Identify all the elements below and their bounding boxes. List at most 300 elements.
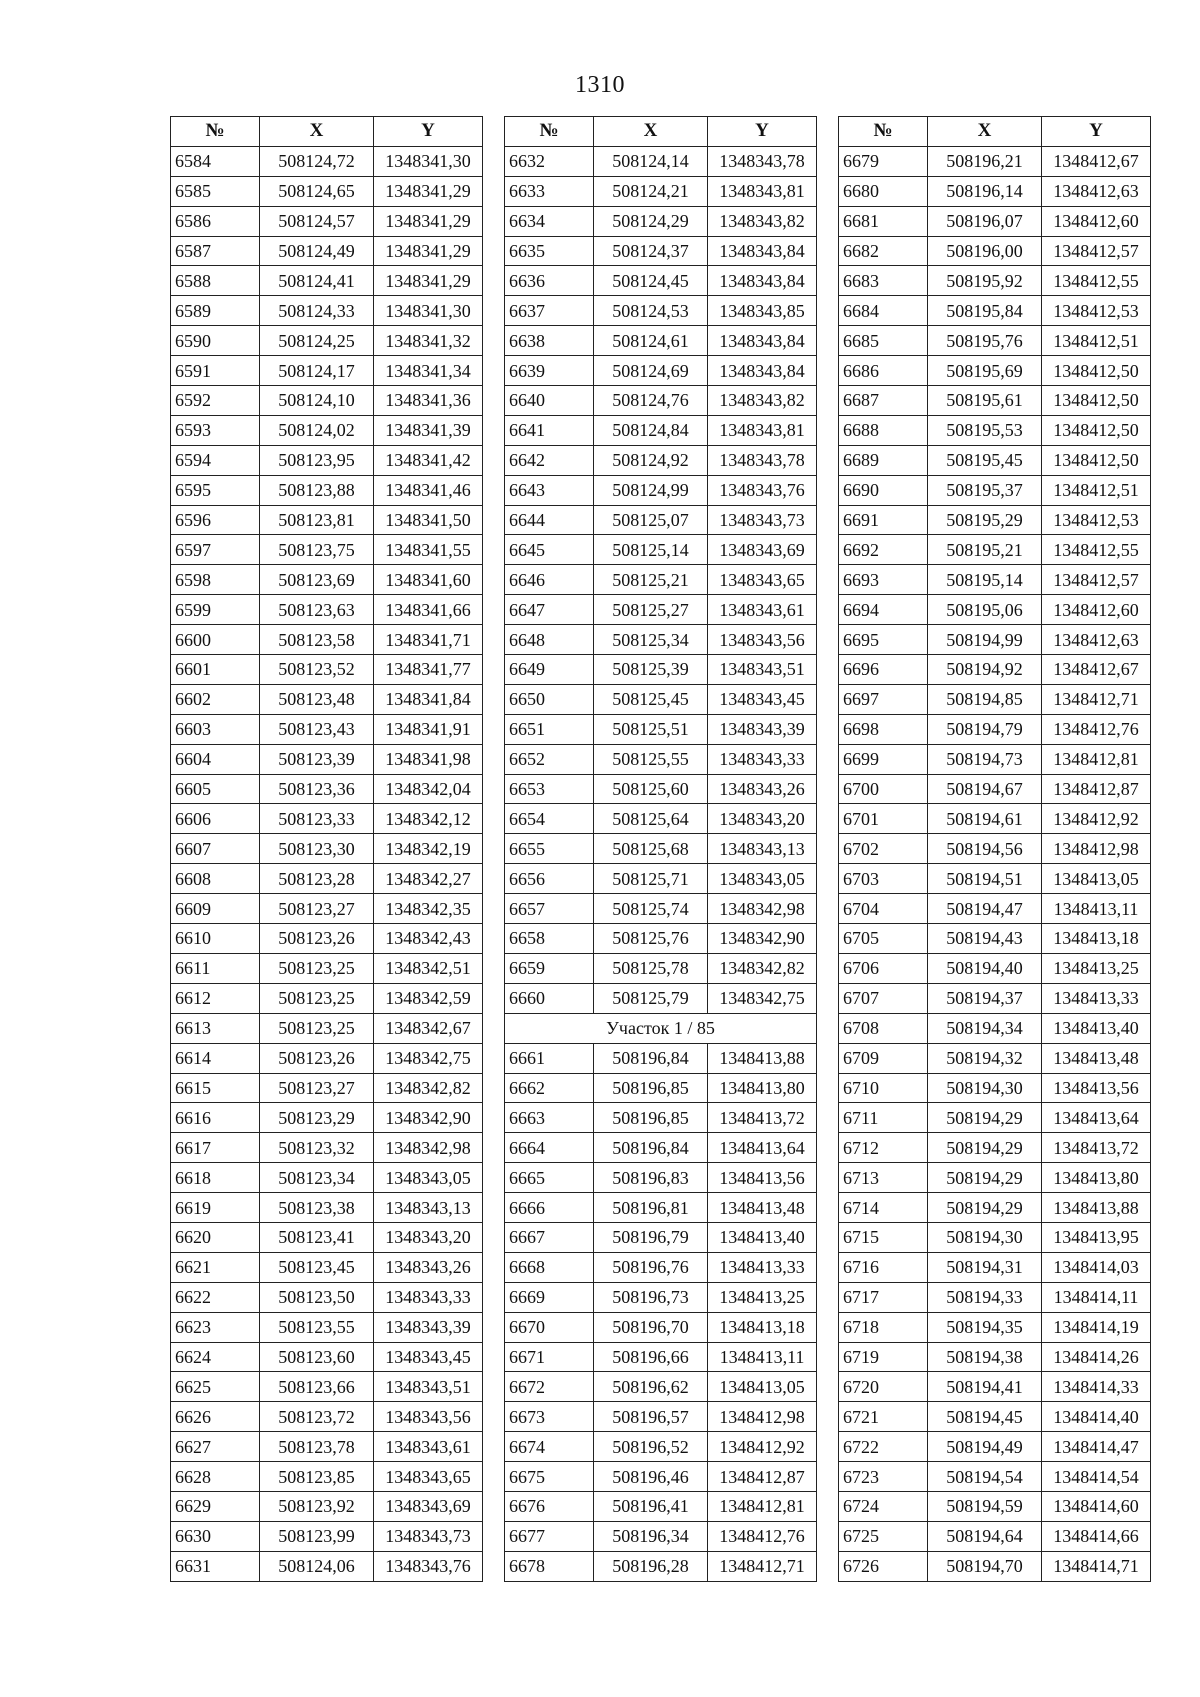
x-coordinate-cell: 508194,45 xyxy=(928,1402,1042,1432)
x-coordinate-cell: 508194,92 xyxy=(928,655,1042,685)
y-coordinate-cell: 1348343,05 xyxy=(374,1163,483,1193)
y-coordinate-cell: 1348341,34 xyxy=(374,356,483,386)
point-number-cell: 6674 xyxy=(505,1432,594,1462)
x-coordinate-cell: 508194,29 xyxy=(928,1103,1042,1133)
table-row xyxy=(839,565,1151,595)
y-coordinate-cell: 1348413,05 xyxy=(708,1372,817,1402)
y-coordinate-cell: 1348412,50 xyxy=(1042,445,1151,475)
table-row xyxy=(505,176,817,206)
table-row xyxy=(839,1163,1151,1193)
table-row xyxy=(171,146,483,176)
table-row xyxy=(171,236,483,266)
table-row xyxy=(171,505,483,535)
table-row xyxy=(839,655,1151,685)
y-coordinate-cell: 1348343,51 xyxy=(374,1372,483,1402)
point-number-cell: 6720 xyxy=(839,1372,928,1402)
table-row xyxy=(171,1551,483,1581)
point-number-cell: 6594 xyxy=(171,445,260,475)
point-number-cell: 6694 xyxy=(839,595,928,625)
x-coordinate-cell: 508125,74 xyxy=(594,894,708,924)
table-row xyxy=(171,1073,483,1103)
table-row xyxy=(505,1312,817,1342)
table-row xyxy=(839,774,1151,804)
point-number-cell: 6587 xyxy=(171,236,260,266)
x-coordinate-cell: 508124,33 xyxy=(260,296,374,326)
y-coordinate-cell: 1348342,75 xyxy=(374,1043,483,1073)
x-coordinate-cell: 508123,28 xyxy=(260,864,374,894)
y-coordinate-cell: 1348343,69 xyxy=(374,1491,483,1521)
x-coordinate-cell: 508196,84 xyxy=(594,1133,708,1163)
table-row xyxy=(839,296,1151,326)
table-row xyxy=(505,356,817,386)
table-row xyxy=(505,206,817,236)
y-coordinate-cell: 1348343,45 xyxy=(374,1342,483,1372)
y-coordinate-cell: 1348412,81 xyxy=(708,1491,817,1521)
x-coordinate-cell: 508195,14 xyxy=(928,565,1042,595)
x-coordinate-cell: 508123,36 xyxy=(260,774,374,804)
table-row xyxy=(171,1402,483,1432)
table-row xyxy=(839,1342,1151,1372)
point-number-cell: 6623 xyxy=(171,1312,260,1342)
y-coordinate-cell: 1348413,64 xyxy=(708,1133,817,1163)
header-number: № xyxy=(839,117,928,147)
x-coordinate-cell: 508196,41 xyxy=(594,1491,708,1521)
y-coordinate-cell: 1348342,82 xyxy=(708,953,817,983)
point-number-cell: 6619 xyxy=(171,1193,260,1223)
y-coordinate-cell: 1348343,39 xyxy=(708,714,817,744)
x-coordinate-cell: 508124,76 xyxy=(594,386,708,416)
table-body xyxy=(839,146,1151,1581)
table-row xyxy=(839,894,1151,924)
y-coordinate-cell: 1348413,72 xyxy=(1042,1133,1151,1163)
table-row xyxy=(839,953,1151,983)
y-coordinate-cell: 1348414,19 xyxy=(1042,1312,1151,1342)
point-number-cell: 6640 xyxy=(505,386,594,416)
y-coordinate-cell: 1348414,71 xyxy=(1042,1551,1151,1581)
table-row xyxy=(505,1163,817,1193)
table-row xyxy=(505,1342,817,1372)
x-coordinate-cell: 508125,21 xyxy=(594,565,708,595)
x-coordinate-cell: 508194,34 xyxy=(928,1013,1042,1043)
y-coordinate-cell: 1348341,32 xyxy=(374,326,483,356)
y-coordinate-cell: 1348341,98 xyxy=(374,744,483,774)
point-number-cell: 6618 xyxy=(171,1163,260,1193)
table-row xyxy=(839,236,1151,266)
y-coordinate-cell: 1348414,66 xyxy=(1042,1521,1151,1551)
table-row xyxy=(839,475,1151,505)
table-header-row xyxy=(171,117,483,147)
y-coordinate-cell: 1348413,88 xyxy=(708,1043,817,1073)
x-coordinate-cell: 508123,43 xyxy=(260,714,374,744)
y-coordinate-cell: 1348343,78 xyxy=(708,146,817,176)
x-coordinate-cell: 508125,07 xyxy=(594,505,708,535)
x-coordinate-cell: 508125,34 xyxy=(594,625,708,655)
y-coordinate-cell: 1348343,13 xyxy=(374,1193,483,1223)
x-coordinate-cell: 508123,63 xyxy=(260,595,374,625)
point-number-cell: 6708 xyxy=(839,1013,928,1043)
x-coordinate-cell: 508125,14 xyxy=(594,535,708,565)
y-coordinate-cell: 1348341,36 xyxy=(374,386,483,416)
point-number-cell: 6656 xyxy=(505,864,594,894)
x-coordinate-cell: 508123,30 xyxy=(260,834,374,864)
x-coordinate-cell: 508195,84 xyxy=(928,296,1042,326)
table-row xyxy=(505,296,817,326)
section-row xyxy=(505,1013,817,1043)
x-coordinate-cell: 508196,73 xyxy=(594,1282,708,1312)
x-coordinate-cell: 508194,33 xyxy=(928,1282,1042,1312)
point-number-cell: 6647 xyxy=(505,595,594,625)
point-number-cell: 6611 xyxy=(171,953,260,983)
x-coordinate-cell: 508194,99 xyxy=(928,625,1042,655)
point-number-cell: 6693 xyxy=(839,565,928,595)
y-coordinate-cell: 1348413,25 xyxy=(1042,953,1151,983)
table-row xyxy=(839,1133,1151,1163)
point-number-cell: 6705 xyxy=(839,924,928,954)
y-coordinate-cell: 1348341,84 xyxy=(374,684,483,714)
x-coordinate-cell: 508123,99 xyxy=(260,1521,374,1551)
x-coordinate-cell: 508123,26 xyxy=(260,1043,374,1073)
table-row xyxy=(171,475,483,505)
table-row xyxy=(505,953,817,983)
table-row xyxy=(505,445,817,475)
point-number-cell: 6713 xyxy=(839,1163,928,1193)
x-coordinate-cell: 508124,17 xyxy=(260,356,374,386)
table-row xyxy=(839,176,1151,206)
y-coordinate-cell: 1348412,92 xyxy=(1042,804,1151,834)
header-number: № xyxy=(505,117,594,147)
x-coordinate-cell: 508196,66 xyxy=(594,1342,708,1372)
y-coordinate-cell: 1348413,40 xyxy=(1042,1013,1151,1043)
x-coordinate-cell: 508123,27 xyxy=(260,1073,374,1103)
point-number-cell: 6688 xyxy=(839,415,928,445)
y-coordinate-cell: 1348414,33 xyxy=(1042,1372,1151,1402)
y-coordinate-cell: 1348341,29 xyxy=(374,236,483,266)
y-coordinate-cell: 1348342,82 xyxy=(374,1073,483,1103)
point-number-cell: 6592 xyxy=(171,386,260,416)
table-row xyxy=(839,1402,1151,1432)
point-number-cell: 6596 xyxy=(171,505,260,535)
table-row xyxy=(839,625,1151,655)
point-number-cell: 6635 xyxy=(505,236,594,266)
point-number-cell: 6607 xyxy=(171,834,260,864)
table-row xyxy=(505,1491,817,1521)
y-coordinate-cell: 1348343,39 xyxy=(374,1312,483,1342)
y-coordinate-cell: 1348413,72 xyxy=(708,1103,817,1133)
x-coordinate-cell: 508194,38 xyxy=(928,1342,1042,1372)
x-coordinate-cell: 508194,79 xyxy=(928,714,1042,744)
y-coordinate-cell: 1348341,50 xyxy=(374,505,483,535)
y-coordinate-cell: 1348343,26 xyxy=(708,774,817,804)
table-row xyxy=(171,1103,483,1133)
x-coordinate-cell: 508196,46 xyxy=(594,1462,708,1492)
table-row xyxy=(839,1491,1151,1521)
table-row xyxy=(171,625,483,655)
x-coordinate-cell: 508125,64 xyxy=(594,804,708,834)
x-coordinate-cell: 508196,70 xyxy=(594,1312,708,1342)
point-number-cell: 6633 xyxy=(505,176,594,206)
table-row xyxy=(505,1193,817,1223)
y-coordinate-cell: 1348412,98 xyxy=(708,1402,817,1432)
y-coordinate-cell: 1348413,56 xyxy=(708,1163,817,1193)
table-row xyxy=(171,386,483,416)
point-number-cell: 6606 xyxy=(171,804,260,834)
table-row xyxy=(839,1432,1151,1462)
y-coordinate-cell: 1348413,64 xyxy=(1042,1103,1151,1133)
x-coordinate-cell: 508124,53 xyxy=(594,296,708,326)
coordinates-table-1 xyxy=(170,116,483,1582)
point-number-cell: 6651 xyxy=(505,714,594,744)
y-coordinate-cell: 1348341,42 xyxy=(374,445,483,475)
x-coordinate-cell: 508194,37 xyxy=(928,983,1042,1013)
point-number-cell: 6589 xyxy=(171,296,260,326)
point-number-cell: 6655 xyxy=(505,834,594,864)
point-number-cell: 6667 xyxy=(505,1222,594,1252)
table-row xyxy=(171,415,483,445)
point-number-cell: 6680 xyxy=(839,176,928,206)
table-row xyxy=(171,206,483,236)
x-coordinate-cell: 508194,67 xyxy=(928,774,1042,804)
x-coordinate-cell: 508195,61 xyxy=(928,386,1042,416)
table-row xyxy=(171,1342,483,1372)
table-row xyxy=(171,1312,483,1342)
y-coordinate-cell: 1348341,29 xyxy=(374,266,483,296)
x-coordinate-cell: 508123,72 xyxy=(260,1402,374,1432)
point-number-cell: 6602 xyxy=(171,684,260,714)
y-coordinate-cell: 1348413,33 xyxy=(1042,983,1151,1013)
y-coordinate-cell: 1348412,76 xyxy=(1042,714,1151,744)
point-number-cell: 6591 xyxy=(171,356,260,386)
x-coordinate-cell: 508123,69 xyxy=(260,565,374,595)
y-coordinate-cell: 1348341,30 xyxy=(374,146,483,176)
y-coordinate-cell: 1348343,82 xyxy=(708,206,817,236)
table-row xyxy=(171,1252,483,1282)
point-number-cell: 6630 xyxy=(171,1521,260,1551)
table-row xyxy=(171,983,483,1013)
point-number-cell: 6626 xyxy=(171,1402,260,1432)
table-row xyxy=(171,1193,483,1223)
point-number-cell: 6716 xyxy=(839,1252,928,1282)
x-coordinate-cell: 508124,41 xyxy=(260,266,374,296)
point-number-cell: 6604 xyxy=(171,744,260,774)
point-number-cell: 6585 xyxy=(171,176,260,206)
x-coordinate-cell: 508195,06 xyxy=(928,595,1042,625)
table-row xyxy=(839,1372,1151,1402)
y-coordinate-cell: 1348413,11 xyxy=(1042,894,1151,924)
point-number-cell: 6627 xyxy=(171,1432,260,1462)
point-number-cell: 6661 xyxy=(505,1043,594,1073)
point-number-cell: 6703 xyxy=(839,864,928,894)
point-number-cell: 6704 xyxy=(839,894,928,924)
table-row xyxy=(171,1043,483,1073)
y-coordinate-cell: 1348412,92 xyxy=(708,1432,817,1462)
y-coordinate-cell: 1348412,63 xyxy=(1042,176,1151,206)
y-coordinate-cell: 1348343,13 xyxy=(708,834,817,864)
x-coordinate-cell: 508125,68 xyxy=(594,834,708,864)
y-coordinate-cell: 1348341,91 xyxy=(374,714,483,744)
point-number-cell: 6615 xyxy=(171,1073,260,1103)
x-coordinate-cell: 508124,10 xyxy=(260,386,374,416)
y-coordinate-cell: 1348343,33 xyxy=(374,1282,483,1312)
y-coordinate-cell: 1348413,11 xyxy=(708,1342,817,1372)
x-coordinate-cell: 508124,37 xyxy=(594,236,708,266)
y-coordinate-cell: 1348342,51 xyxy=(374,953,483,983)
x-coordinate-cell: 508195,29 xyxy=(928,505,1042,535)
y-coordinate-cell: 1348343,85 xyxy=(708,296,817,326)
point-number-cell: 6588 xyxy=(171,266,260,296)
table-row xyxy=(505,1282,817,1312)
y-coordinate-cell: 1348414,60 xyxy=(1042,1491,1151,1521)
point-number-cell: 6715 xyxy=(839,1222,928,1252)
point-number-cell: 6653 xyxy=(505,774,594,804)
point-number-cell: 6707 xyxy=(839,983,928,1013)
x-coordinate-cell: 508124,92 xyxy=(594,445,708,475)
x-coordinate-cell: 508124,06 xyxy=(260,1551,374,1581)
point-number-cell: 6706 xyxy=(839,953,928,983)
table-row xyxy=(171,714,483,744)
point-number-cell: 6610 xyxy=(171,924,260,954)
x-coordinate-cell: 508196,28 xyxy=(594,1551,708,1581)
table-row xyxy=(505,714,817,744)
y-coordinate-cell: 1348414,40 xyxy=(1042,1402,1151,1432)
x-coordinate-cell: 508124,65 xyxy=(260,176,374,206)
table-row xyxy=(839,804,1151,834)
point-number-cell: 6663 xyxy=(505,1103,594,1133)
y-coordinate-cell: 1348343,26 xyxy=(374,1252,483,1282)
x-coordinate-cell: 508123,48 xyxy=(260,684,374,714)
header-y: Y xyxy=(708,117,817,147)
y-coordinate-cell: 1348343,61 xyxy=(708,595,817,625)
point-number-cell: 6645 xyxy=(505,535,594,565)
point-number-cell: 6624 xyxy=(171,1342,260,1372)
x-coordinate-cell: 508123,32 xyxy=(260,1133,374,1163)
x-coordinate-cell: 508124,21 xyxy=(594,176,708,206)
y-coordinate-cell: 1348341,30 xyxy=(374,296,483,326)
point-number-cell: 6723 xyxy=(839,1462,928,1492)
x-coordinate-cell: 508125,39 xyxy=(594,655,708,685)
y-coordinate-cell: 1348412,71 xyxy=(708,1551,817,1581)
x-coordinate-cell: 508123,78 xyxy=(260,1432,374,1462)
table-row xyxy=(505,475,817,505)
point-number-cell: 6698 xyxy=(839,714,928,744)
table-row xyxy=(839,206,1151,236)
y-coordinate-cell: 1348341,29 xyxy=(374,176,483,206)
table-row xyxy=(505,146,817,176)
point-number-cell: 6617 xyxy=(171,1133,260,1163)
x-coordinate-cell: 508195,37 xyxy=(928,475,1042,505)
x-coordinate-cell: 508125,60 xyxy=(594,774,708,804)
table-row xyxy=(171,924,483,954)
table-row xyxy=(171,1133,483,1163)
y-coordinate-cell: 1348412,55 xyxy=(1042,535,1151,565)
table-row xyxy=(171,1013,483,1043)
point-number-cell: 6711 xyxy=(839,1103,928,1133)
x-coordinate-cell: 508194,29 xyxy=(928,1133,1042,1163)
point-number-cell: 6672 xyxy=(505,1372,594,1402)
y-coordinate-cell: 1348343,61 xyxy=(374,1432,483,1462)
table-row xyxy=(171,894,483,924)
point-number-cell: 6718 xyxy=(839,1312,928,1342)
x-coordinate-cell: 508196,07 xyxy=(928,206,1042,236)
point-number-cell: 6608 xyxy=(171,864,260,894)
y-coordinate-cell: 1348412,98 xyxy=(1042,834,1151,864)
y-coordinate-cell: 1348343,69 xyxy=(708,535,817,565)
table-row xyxy=(505,565,817,595)
x-coordinate-cell: 508195,53 xyxy=(928,415,1042,445)
y-coordinate-cell: 1348413,18 xyxy=(1042,924,1151,954)
y-coordinate-cell: 1348414,11 xyxy=(1042,1282,1151,1312)
point-number-cell: 6666 xyxy=(505,1193,594,1223)
table-row xyxy=(171,1521,483,1551)
table-row xyxy=(505,1073,817,1103)
point-number-cell: 6641 xyxy=(505,415,594,445)
x-coordinate-cell: 508194,35 xyxy=(928,1312,1042,1342)
x-coordinate-cell: 508123,58 xyxy=(260,625,374,655)
x-coordinate-cell: 508123,88 xyxy=(260,475,374,505)
table-row xyxy=(839,595,1151,625)
point-number-cell: 6597 xyxy=(171,535,260,565)
table-row xyxy=(839,684,1151,714)
table-row xyxy=(505,774,817,804)
x-coordinate-cell: 508125,27 xyxy=(594,595,708,625)
y-coordinate-cell: 1348342,98 xyxy=(708,894,817,924)
table-row xyxy=(839,1222,1151,1252)
table-row xyxy=(171,1222,483,1252)
table-row xyxy=(839,744,1151,774)
table-row xyxy=(171,266,483,296)
y-coordinate-cell: 1348343,65 xyxy=(374,1462,483,1492)
y-coordinate-cell: 1348412,51 xyxy=(1042,475,1151,505)
point-number-cell: 6695 xyxy=(839,625,928,655)
point-number-cell: 6721 xyxy=(839,1402,928,1432)
y-coordinate-cell: 1348342,35 xyxy=(374,894,483,924)
x-coordinate-cell: 508194,70 xyxy=(928,1551,1042,1581)
table-row xyxy=(839,1521,1151,1551)
point-number-cell: 6586 xyxy=(171,206,260,236)
table-row xyxy=(505,684,817,714)
table-row xyxy=(171,445,483,475)
point-number-cell: 6646 xyxy=(505,565,594,595)
point-number-cell: 6631 xyxy=(171,1551,260,1581)
x-coordinate-cell: 508124,72 xyxy=(260,146,374,176)
table-row xyxy=(839,535,1151,565)
y-coordinate-cell: 1348341,66 xyxy=(374,595,483,625)
x-coordinate-cell: 508123,38 xyxy=(260,1193,374,1223)
y-coordinate-cell: 1348341,29 xyxy=(374,206,483,236)
point-number-cell: 6686 xyxy=(839,356,928,386)
table-row xyxy=(505,415,817,445)
point-number-cell: 6634 xyxy=(505,206,594,236)
y-coordinate-cell: 1348342,90 xyxy=(374,1103,483,1133)
table-row xyxy=(505,804,817,834)
point-number-cell: 6700 xyxy=(839,774,928,804)
table-row xyxy=(505,595,817,625)
x-coordinate-cell: 508124,14 xyxy=(594,146,708,176)
y-coordinate-cell: 1348413,88 xyxy=(1042,1193,1151,1223)
table-header-row xyxy=(839,117,1151,147)
coordinates-table-3 xyxy=(838,116,1151,1582)
x-coordinate-cell: 508125,76 xyxy=(594,924,708,954)
x-coordinate-cell: 508123,55 xyxy=(260,1312,374,1342)
y-coordinate-cell: 1348414,47 xyxy=(1042,1432,1151,1462)
table-row xyxy=(505,386,817,416)
y-coordinate-cell: 1348343,45 xyxy=(708,684,817,714)
point-number-cell: 6722 xyxy=(839,1432,928,1462)
x-coordinate-cell: 508194,47 xyxy=(928,894,1042,924)
y-coordinate-cell: 1348341,60 xyxy=(374,565,483,595)
y-coordinate-cell: 1348412,87 xyxy=(1042,774,1151,804)
point-number-cell: 6590 xyxy=(171,326,260,356)
point-number-cell: 6643 xyxy=(505,475,594,505)
